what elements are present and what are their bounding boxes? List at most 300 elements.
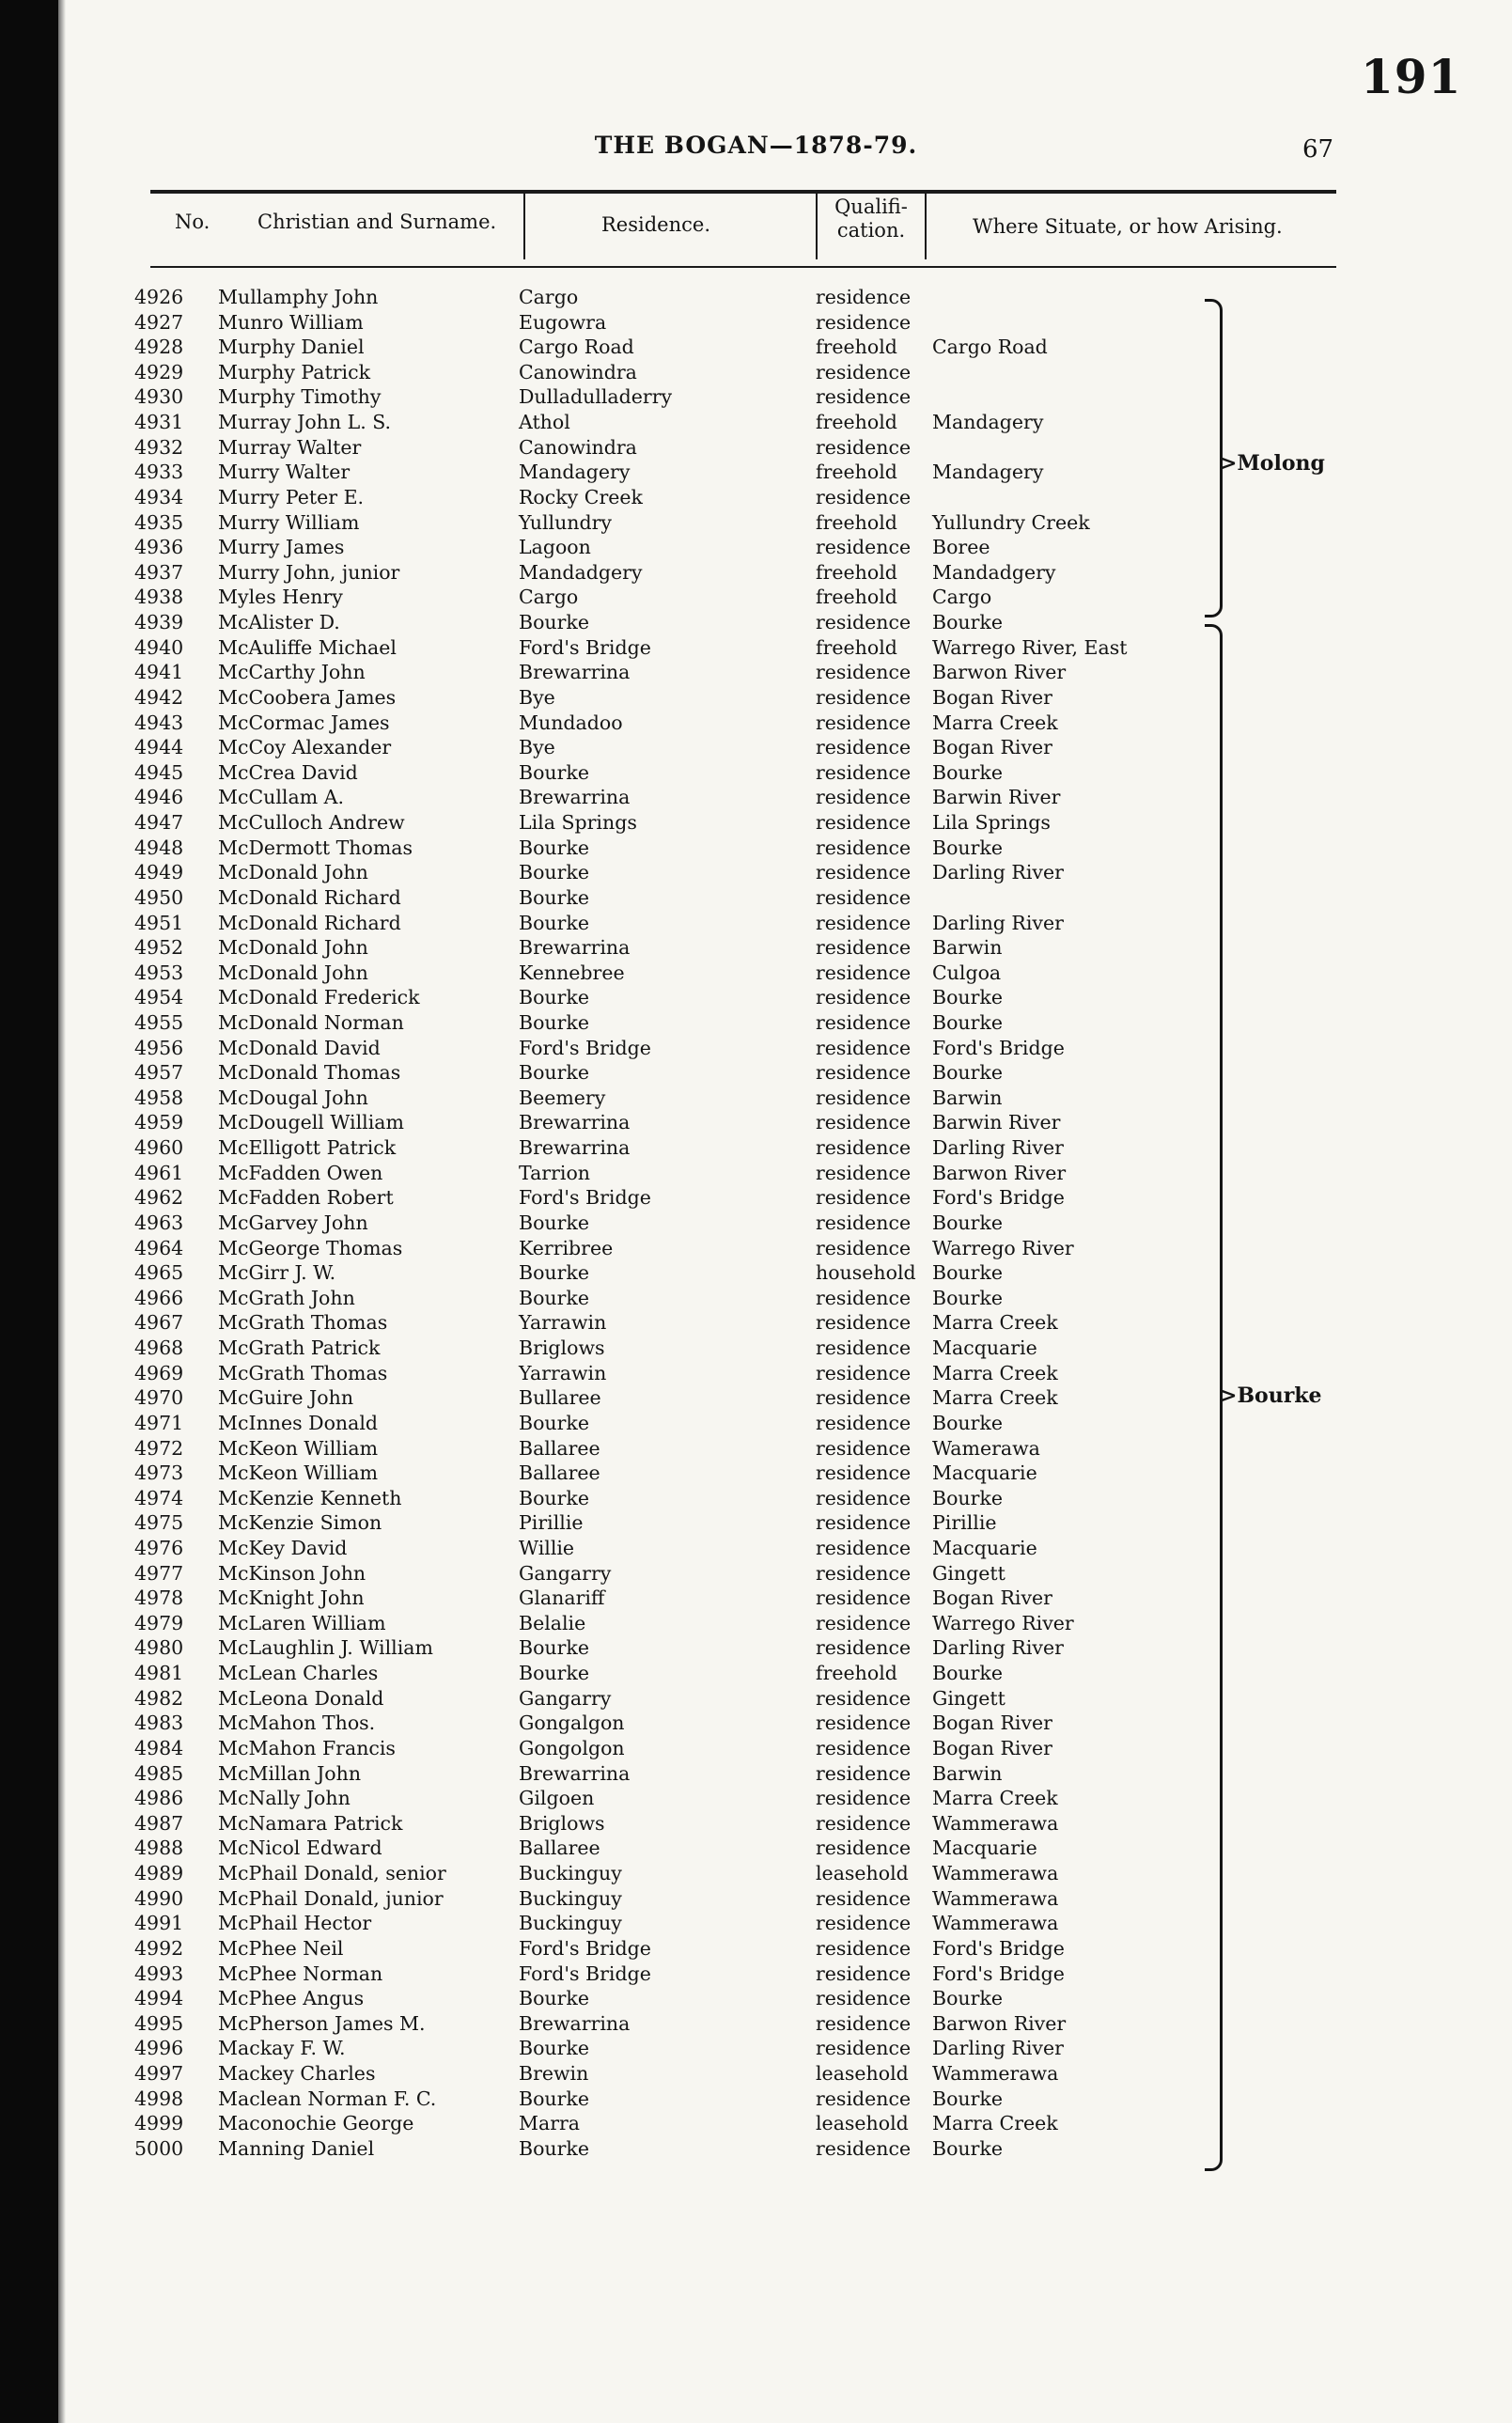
entry-name: McDonald Thomas: [218, 1061, 401, 1085]
entry-where-situate: Bourke: [932, 760, 1003, 784]
entry-where-situate: Darling River: [932, 911, 1064, 934]
entry-qualification: freehold: [816, 461, 897, 484]
entry-residence: Bourke: [519, 836, 589, 859]
entry-residence: Lila Springs: [519, 811, 637, 835]
entry-where-situate: Boree: [932, 536, 990, 559]
entry-where-situate: Wammerawa: [932, 1886, 1059, 1910]
entry-where-situate: Darling River: [932, 1636, 1064, 1660]
entry-number: 4928: [134, 336, 184, 359]
entry-where-situate: Mandagery: [932, 411, 1044, 434]
entry-where-situate: Macquarie: [932, 1337, 1037, 1360]
entry-name: Murry John, junior: [218, 560, 400, 584]
entry-qualification: residence: [816, 1561, 912, 1585]
entry-qualification: residence: [816, 435, 912, 459]
entry-number: 4932: [134, 435, 184, 459]
entry-residence: Bourke: [519, 911, 589, 934]
entry-qualification: residence: [816, 1511, 912, 1535]
entry-name: McPhail Donald, junior: [218, 1886, 444, 1910]
entry-name: McFadden Robert: [218, 1186, 394, 1210]
entry-residence: Ballaree: [519, 1837, 600, 1860]
entry-qualification: residence: [816, 385, 912, 409]
entry-where-situate: Bourke: [932, 1010, 1003, 1034]
book-spine-shadow: [0, 0, 58, 2423]
entry-number: 4974: [134, 1486, 184, 1509]
entry-where-situate: Gingett: [932, 1686, 1005, 1710]
entry-number: 4933: [134, 461, 184, 484]
entry-qualification: residence: [816, 711, 912, 734]
district-molong: > Molong: [1220, 451, 1325, 476]
entry-name: McDonald John: [218, 861, 368, 884]
entry-qualification: residence: [816, 1486, 912, 1509]
column-separator: [925, 194, 927, 259]
header-where: Where Situate, or how Arising.: [973, 215, 1283, 238]
entry-qualification: residence: [816, 1036, 912, 1059]
entry-residence: Rocky Creek: [519, 485, 643, 508]
entry-qualification: freehold: [816, 635, 897, 659]
entry-number: 4953: [134, 961, 184, 984]
entry-name: McGrath Thomas: [218, 1361, 388, 1384]
entry-number: 4954: [134, 986, 184, 1009]
entry-number: 4935: [134, 510, 184, 534]
entry-where-situate: Bourke: [932, 2087, 1003, 2110]
entry-number: 4966: [134, 1286, 184, 1309]
entry-number: 4978: [134, 1587, 184, 1610]
entry-qualification: residence: [816, 1736, 912, 1759]
entry-name: Maconochie George: [218, 2112, 414, 2135]
entry-qualification: residence: [816, 1136, 912, 1160]
entry-name: Murray Walter: [218, 435, 362, 459]
entry-name: McKey David: [218, 1537, 348, 1559]
entry-name: McElligott Patrick: [218, 1136, 397, 1160]
entry-number: 4983: [134, 1712, 184, 1735]
entry-name: McPherson James M.: [218, 2011, 426, 2035]
entry-qualification: residence: [816, 1761, 912, 1785]
entry-residence: Tarrion: [519, 1161, 591, 1184]
entry-where-situate: Bourke: [932, 1286, 1003, 1309]
entry-qualification: residence: [816, 611, 912, 634]
entry-name: McGeorge Thomas: [218, 1236, 403, 1259]
entry-number: 4992: [134, 1936, 184, 1960]
entry-qualification: freehold: [816, 510, 897, 534]
entry-residence: Yarrawin: [519, 1361, 607, 1384]
entry-where-situate: Pirillie: [932, 1511, 997, 1535]
entry-number: 4981: [134, 1662, 184, 1685]
entry-number: 4934: [134, 485, 184, 508]
entry-where-situate: Mandadgery: [932, 560, 1056, 584]
entry-number: 4943: [134, 711, 184, 734]
entry-number: 4931: [134, 411, 184, 434]
entry-number: 4995: [134, 2011, 184, 2035]
entry-residence: Yarrawin: [519, 1311, 607, 1335]
entry-number: 4942: [134, 685, 184, 709]
entry-residence: Glanariff: [519, 1587, 605, 1610]
entry-qualification: leasehold: [816, 1862, 909, 1885]
entry-where-situate: Wamerawa: [932, 1436, 1040, 1460]
entry-qualification: residence: [816, 1912, 912, 1935]
entry-name: McDougell William: [218, 1111, 404, 1134]
entry-residence: Buckinguy: [519, 1886, 622, 1910]
entry-qualification: residence: [816, 1462, 912, 1485]
entry-residence: Willie: [519, 1537, 575, 1559]
entry-name: McGuire John: [218, 1386, 354, 1410]
entry-residence: Bourke: [519, 760, 589, 784]
entry-where-situate: Bourke: [932, 1211, 1003, 1234]
entry-residence: Ballaree: [519, 1436, 600, 1460]
entry-residence: Marra: [519, 2112, 581, 2135]
page-title: THE BOGAN—1878-79.: [594, 132, 918, 159]
header-top-rule: [150, 190, 1336, 194]
entry-residence: Ford's Bridge: [519, 635, 651, 659]
entry-residence: Mandadgery: [519, 560, 643, 584]
entry-where-situate: Bogan River: [932, 736, 1052, 759]
entry-residence: Buckinguy: [519, 1862, 622, 1885]
entry-number: 4926: [134, 286, 184, 308]
entry-qualification: residence: [816, 736, 912, 759]
header-name: Christian and Surname.: [257, 211, 497, 233]
entry-name: McGrath Patrick: [218, 1337, 381, 1360]
entry-residence: Bourke: [519, 986, 589, 1009]
entry-qualification: residence: [816, 1086, 912, 1109]
entry-number: 4961: [134, 1161, 184, 1184]
entry-name: McPhail Hector: [218, 1912, 372, 1935]
entry-qualification: residence: [816, 536, 912, 559]
entry-name: McKeon William: [218, 1436, 379, 1460]
entry-number: 4951: [134, 911, 184, 934]
entry-where-situate: Barwin River: [932, 1111, 1061, 1134]
entry-residence: Briglows: [519, 1811, 605, 1835]
entry-where-situate: Barwin: [932, 936, 1003, 960]
entry-where-situate: Warrego River: [932, 1236, 1074, 1259]
entry-where-situate: Marra Creek: [932, 1787, 1058, 1810]
entry-name: McFadden Owen: [218, 1161, 383, 1184]
entry-qualification: residence: [816, 936, 912, 960]
entry-qualification: residence: [816, 1161, 912, 1184]
entry-name: McNicol Edward: [218, 1837, 382, 1860]
entry-name: McKenzie Simon: [218, 1511, 382, 1535]
entry-name: McLeona Donald: [218, 1686, 384, 1710]
entry-name: McLean Charles: [218, 1662, 379, 1685]
entry-residence: Cargo: [519, 286, 579, 308]
entry-residence: Bourke: [519, 1411, 589, 1434]
entry-name: McCormac James: [218, 711, 390, 734]
entry-name: Mullamphy John: [218, 286, 379, 308]
entry-qualification: residence: [816, 2011, 912, 2035]
entry-where-situate: Mandagery: [932, 461, 1044, 484]
entry-number: 4956: [134, 1036, 184, 1059]
entry-qualification: residence: [816, 2136, 912, 2160]
entry-residence: Gangarry: [519, 1561, 612, 1585]
entry-where-situate: Marra Creek: [932, 1386, 1058, 1410]
entry-residence: Bourke: [519, 1010, 589, 1034]
entry-qualification: residence: [816, 661, 912, 684]
entry-where-situate: Darling River: [932, 1136, 1064, 1160]
entry-qualification: residence: [816, 1361, 912, 1384]
entry-residence: Athol: [519, 411, 570, 434]
entry-where-situate: Macquarie: [932, 1837, 1037, 1860]
entry-name: McNally John: [218, 1787, 351, 1810]
entry-residence: Ballaree: [519, 1462, 600, 1485]
entry-qualification: residence: [816, 1186, 912, 1210]
header-no: No.: [175, 211, 210, 233]
entry-number: 4963: [134, 1211, 184, 1234]
entry-qualification: residence: [816, 811, 912, 835]
entry-residence: Cargo: [519, 586, 579, 609]
entry-number: 4950: [134, 885, 184, 909]
header-residence: Residence.: [601, 213, 710, 236]
entry-qualification: residence: [816, 1587, 912, 1610]
entry-name: McMahon Thos.: [218, 1712, 376, 1735]
entry-where-situate: Macquarie: [932, 1462, 1037, 1485]
entry-qualification: residence: [816, 885, 912, 909]
entry-where-situate: Bourke: [932, 1987, 1003, 2010]
entry-residence: Bullaree: [519, 1386, 601, 1410]
entry-number: 4977: [134, 1561, 184, 1585]
entry-residence: Brewarrina: [519, 786, 631, 809]
entry-residence: Cargo Road: [519, 336, 634, 359]
entry-number: 4985: [134, 1761, 184, 1785]
entry-residence: Brewarrina: [519, 661, 631, 684]
entry-number: 4960: [134, 1136, 184, 1160]
entry-residence: Bourke: [519, 1486, 589, 1509]
entry-residence: Brewarrina: [519, 1136, 631, 1160]
entry-residence: Brewin: [519, 2062, 589, 2086]
entry-residence: Brewarrina: [519, 1111, 631, 1134]
entry-number: 4967: [134, 1311, 184, 1335]
entry-qualification: residence: [816, 986, 912, 1009]
entry-qualification: residence: [816, 911, 912, 934]
entry-qualification: residence: [816, 1611, 912, 1634]
entry-number: 4930: [134, 385, 184, 409]
entry-where-situate: Cargo Road: [932, 336, 1048, 359]
entry-where-situate: Barwin: [932, 1761, 1003, 1785]
entry-qualification: residence: [816, 1811, 912, 1835]
entry-number: 4998: [134, 2087, 184, 2110]
entry-number: 4962: [134, 1186, 184, 1210]
entry-residence: Mundadoo: [519, 711, 623, 734]
entry-residence: Bourke: [519, 1211, 589, 1234]
entry-where-situate: Marra Creek: [932, 1311, 1058, 1335]
entry-residence: Bourke: [519, 2136, 589, 2160]
entry-name: Murphy Patrick: [218, 360, 371, 383]
entry-number: 4972: [134, 1436, 184, 1460]
entry-name: McInnes Donald: [218, 1411, 379, 1434]
entry-where-situate: Marra Creek: [932, 711, 1058, 734]
entry-residence: Gangarry: [519, 1686, 612, 1710]
entry-name: McDonald Norman: [218, 1010, 404, 1034]
entry-name: McCoobera James: [218, 685, 397, 709]
entry-number: 5000: [134, 2136, 184, 2160]
entry-qualification: residence: [816, 1987, 912, 2010]
entry-number: 4991: [134, 1912, 184, 1935]
entry-qualification: residence: [816, 310, 912, 334]
entry-name: Manning Daniel: [218, 2136, 375, 2160]
entry-where-situate: Ford's Bridge: [932, 1936, 1065, 1960]
entry-qualification: residence: [816, 2037, 912, 2060]
entry-number: 4959: [134, 1111, 184, 1134]
entry-residence: Yullundry: [519, 510, 612, 534]
entry-residence: Beemery: [519, 1086, 606, 1109]
entry-where-situate: Wammerawa: [932, 1811, 1059, 1835]
entry-qualification: residence: [816, 1636, 912, 1660]
entry-number: 4946: [134, 786, 184, 809]
entry-residence: Bourke: [519, 885, 589, 909]
entry-qualification: residence: [816, 1337, 912, 1360]
entry-name: McNamara Patrick: [218, 1811, 403, 1835]
entry-name: McDonald John: [218, 961, 368, 984]
entry-name: McLaren William: [218, 1611, 386, 1634]
entry-name: McDermott Thomas: [218, 836, 413, 859]
entry-name: McAuliffe Michael: [218, 635, 397, 659]
entry-qualification: residence: [816, 360, 912, 383]
entry-number: 4989: [134, 1862, 184, 1885]
column-separator: [523, 194, 525, 259]
entry-residence: Briglows: [519, 1337, 605, 1360]
entry-name: McDonald Richard: [218, 885, 401, 909]
entry-residence: Bye: [519, 736, 555, 759]
entry-name: McDonald Frederick: [218, 986, 420, 1009]
entry-where-situate: Marra Creek: [932, 2112, 1058, 2135]
entry-number: 4970: [134, 1386, 184, 1410]
entry-where-situate: Barwon River: [932, 2011, 1067, 2035]
entry-where-situate: Barwon River: [932, 661, 1067, 684]
header-bottom-rule: [150, 266, 1336, 268]
entry-where-situate: Wammerawa: [932, 1862, 1059, 1885]
entry-name: McCoy Alexander: [218, 736, 392, 759]
entry-number: 4949: [134, 861, 184, 884]
entry-number: 4938: [134, 586, 184, 609]
entry-residence: Buckinguy: [519, 1912, 622, 1935]
entry-residence: Ford's Bridge: [519, 1186, 651, 1210]
entry-residence: Canowindra: [519, 360, 637, 383]
entry-where-situate: Barwin: [932, 1086, 1003, 1109]
entry-residence: Ford's Bridge: [519, 1036, 651, 1059]
entry-name: McPhee Angus: [218, 1987, 365, 2010]
entry-name: Munro William: [218, 310, 364, 334]
entry-qualification: household: [816, 1261, 916, 1285]
entry-number: 4997: [134, 2062, 184, 2086]
entry-residence: Gongolgon: [519, 1736, 625, 1759]
entry-name: McGarvey John: [218, 1211, 368, 1234]
entry-name: McGrath John: [218, 1286, 355, 1309]
entry-residence: Gilgoen: [519, 1787, 595, 1810]
entry-residence: Dulladulladerry: [519, 385, 673, 409]
entry-name: Murphy Daniel: [218, 336, 365, 359]
entry-name: Mackay F. W.: [218, 2037, 346, 2060]
entry-name: McCrea David: [218, 760, 358, 784]
entry-qualification: residence: [816, 286, 912, 308]
entry-name: McPhee Neil: [218, 1936, 344, 1960]
entry-name: Murry William: [218, 510, 360, 534]
entry-where-situate: Lila Springs: [932, 811, 1051, 835]
entry-name: McMillan John: [218, 1761, 362, 1785]
entry-name: Murray John L. S.: [218, 411, 392, 434]
entry-residence: Bourke: [519, 1987, 589, 2010]
entry-name: Mackey Charles: [218, 2062, 376, 2086]
entry-residence: Lagoon: [519, 536, 591, 559]
entry-number: 4964: [134, 1236, 184, 1259]
entry-number: 4975: [134, 1511, 184, 1535]
entry-name: McAlister D.: [218, 611, 340, 634]
entry-name: McPhee Norman: [218, 1962, 383, 1985]
entry-where-situate: Ford's Bridge: [932, 1186, 1065, 1210]
entry-number: 4944: [134, 736, 184, 759]
entry-where-situate: Ford's Bridge: [932, 1962, 1065, 1985]
entry-name: McGrath Thomas: [218, 1311, 388, 1335]
entry-where-situate: Macquarie: [932, 1537, 1037, 1559]
entry-number: 4971: [134, 1411, 184, 1434]
entry-residence: Bourke: [519, 1261, 589, 1285]
entry-number: 4941: [134, 661, 184, 684]
entry-where-situate: Bourke: [932, 836, 1003, 859]
entry-residence: Kerribree: [519, 1236, 614, 1259]
entry-number: 4973: [134, 1462, 184, 1485]
entry-qualification: residence: [816, 1061, 912, 1085]
entry-number: 4955: [134, 1010, 184, 1034]
entry-number: 4984: [134, 1736, 184, 1759]
entry-qualification: residence: [816, 1712, 912, 1735]
entry-name: McKnight John: [218, 1587, 365, 1610]
entry-where-situate: Bourke: [932, 1411, 1003, 1434]
entry-name: McLaughlin J. William: [218, 1636, 433, 1660]
entry-residence: Bourke: [519, 611, 589, 634]
entry-where-situate: Darling River: [932, 861, 1064, 884]
entry-name: McDonald Richard: [218, 911, 401, 934]
entry-number: 4986: [134, 1787, 184, 1810]
entry-name: Murry Peter E.: [218, 485, 365, 508]
entry-number: 4988: [134, 1837, 184, 1860]
entry-name: McCarthy John: [218, 661, 366, 684]
entry-where-situate: Barwin River: [932, 786, 1061, 809]
entry-qualification: residence: [816, 1886, 912, 1910]
entry-residence: Bourke: [519, 1061, 589, 1085]
entry-qualification: residence: [816, 861, 912, 884]
entry-number: 4957: [134, 1061, 184, 1085]
column-separator: [816, 194, 818, 259]
entry-number: 4968: [134, 1337, 184, 1360]
entry-where-situate: Wammerawa: [932, 2062, 1059, 2086]
entry-residence: Mandagery: [519, 461, 631, 484]
entry-qualification: freehold: [816, 411, 897, 434]
entry-name: McMahon Francis: [218, 1736, 396, 1759]
entry-number: 4939: [134, 611, 184, 634]
entry-qualification: residence: [816, 1936, 912, 1960]
entry-where-situate: Ford's Bridge: [932, 1036, 1065, 1059]
district-bourke: > Bourke: [1220, 1383, 1322, 1408]
entry-number: 4936: [134, 536, 184, 559]
entry-qualification: residence: [816, 1787, 912, 1810]
entry-qualification: freehold: [816, 560, 897, 584]
entry-number: 4982: [134, 1686, 184, 1710]
entry-residence: Pirillie: [519, 1511, 584, 1535]
entry-qualification: freehold: [816, 1662, 897, 1685]
entry-name: McDougal John: [218, 1086, 368, 1109]
entry-name: McCullam A.: [218, 786, 344, 809]
entry-where-situate: Bogan River: [932, 1736, 1052, 1759]
entry-number: 4969: [134, 1361, 184, 1384]
entry-residence: Brewarrina: [519, 2011, 631, 2035]
entry-number: 4990: [134, 1886, 184, 1910]
entry-qualification: residence: [816, 1211, 912, 1234]
header-qualification: Qualifi- cation.: [834, 195, 908, 242]
entry-qualification: residence: [816, 485, 912, 508]
entry-residence: Bourke: [519, 1286, 589, 1309]
entry-number: 4929: [134, 360, 184, 383]
entry-name: Myles Henry: [218, 586, 343, 609]
entry-qualification: residence: [816, 786, 912, 809]
entry-residence: Bourke: [519, 1662, 589, 1685]
entry-qualification: leasehold: [816, 2062, 909, 2086]
entry-residence: Bourke: [519, 861, 589, 884]
